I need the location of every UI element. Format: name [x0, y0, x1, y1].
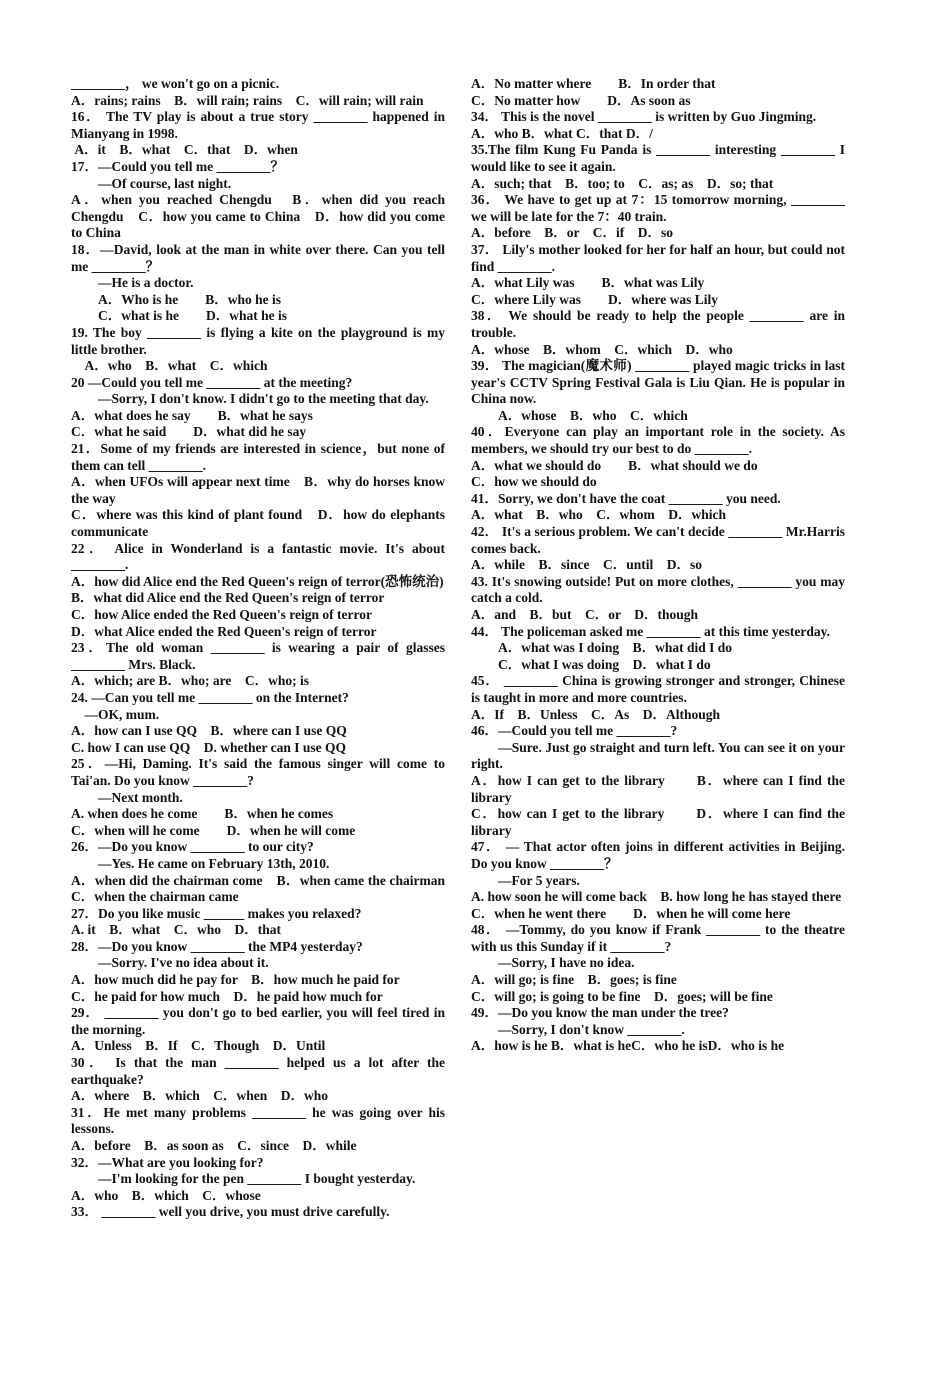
- question-line: 31．He met many problems ________ he was going over his lessons.: [71, 1104, 449, 1137]
- question-line: 26．—Do you know ________ to our city?: [71, 839, 314, 855]
- question-line: C．how we should do: [471, 474, 597, 490]
- question-line: —Sorry, I don't know. I didn't go to the meeting that day.: [71, 391, 429, 407]
- question-line: A．will go; is fine B．goes; is fine: [471, 972, 677, 988]
- question-line: —OK, mum.: [71, 706, 160, 722]
- question-line: 47． — That actor often joins in different activities in Beijing. Do you know ________？: [471, 839, 849, 871]
- question-line: C．what I was doing D．what I do: [471, 656, 711, 672]
- question-line: A．when you reached Chengdu B．when did you reach Chengdu C．how you came to China D．how did you come to China: [71, 192, 449, 241]
- question-line: A．it B．what C．that D．when: [71, 142, 298, 158]
- question-line: 41．Sorry, we don't have the coat ________ you need.: [471, 490, 781, 506]
- question-line: A．before B．or C．if D．so: [471, 225, 673, 241]
- question-line: —Sorry. I've no idea about it.: [71, 955, 269, 971]
- question-line: A．what we should do B．what should we do: [471, 457, 758, 473]
- question-line: 23．The old woman ________ is wearing a pair of glasses ________ Mrs. Black.: [71, 640, 449, 672]
- question-line: 36． We have to get up at 7：15 tomorrow morning, ________ we will be late for the 7：40 train.: [471, 192, 849, 224]
- question-line: A．rains; rains B．will rain; rains C．will rain; will rain: [71, 92, 424, 108]
- question-line: D．what Alice ended the Red Queen's reign of terror: [71, 623, 377, 639]
- question-line: 49．—Do you know the man under the tree?: [471, 1005, 729, 1021]
- question-line: A. when does he come B．when he comes: [71, 806, 334, 822]
- question-line: A．before B．as soon as C．since D．while: [71, 1138, 357, 1153]
- question-line: A．whose B．who C．which: [471, 407, 688, 423]
- question-line: A．Unless B．If C．Though D．Until: [71, 1038, 326, 1054]
- question-line: A．how can I use QQ B．where can I use QQ: [71, 723, 347, 739]
- question-line: C．how can I get to the library D．where I can find the library: [471, 806, 849, 838]
- question-line: 35.The film Kung Fu Panda is ________ interesting ________ I would like to see it again.: [471, 142, 849, 174]
- question-line: 37． Lily's mother looked for her for half an hour, but could not find ________.: [471, 241, 849, 274]
- question-line: 40．Everyone can play an important role in the society. As members, we should try our best to do ________.: [471, 424, 849, 457]
- question-line: A．where B．which C．when D．who: [71, 1088, 329, 1104]
- question-line: 44． The policeman asked me ________ at this time yesterday.: [471, 623, 830, 639]
- question-line: A．while B．since C．until D．so: [471, 557, 703, 573]
- question-line: 21．Some of my friends are interested in science，but none of them can tell ________.: [71, 441, 449, 473]
- question-line: A．who B．what C．that D．/: [471, 125, 653, 141]
- question-line: A. how soon he will come back B. how long he has stayed there: [471, 889, 842, 905]
- question-line: 48． —Tommy, do you know if Frank ________ to the theatre with us this Sunday if it ________?: [471, 922, 849, 954]
- question-line: 32．—What are you looking for?: [71, 1154, 264, 1170]
- question-line: —For 5 years.: [471, 872, 580, 888]
- question-line: 28．—Do you know ________ the MP4 yesterday?: [71, 938, 363, 954]
- question-line: C．what he said D．what did he say: [71, 424, 307, 440]
- question-line: A．Who is he B．who he is: [71, 291, 282, 307]
- right-column: [471, 76, 849, 1055]
- question-line: 33． ________ well you drive, you must drive carefully.: [71, 1204, 390, 1220]
- question-line: A．what was I doing B．what did I do: [471, 640, 733, 656]
- question-line: 18．—David, look at the man in white over there. Can you tell me ________？: [71, 241, 449, 274]
- question-line: 39． The magician(魔术师) ________ played magic tricks in last year's CCTV Spring Festival Gala is Liu Qian. He is popular in China now.: [471, 358, 849, 407]
- question-line: 29． ________ you don't go to bed earlier, you will feel tired in the morning.: [71, 1005, 449, 1037]
- question-line: A．what does he say B．what he says: [71, 407, 313, 423]
- question-line: C．No matter how D．As soon as: [471, 92, 691, 108]
- left-column: [71, 76, 459, 1221]
- question-line: 46．—Could you tell me ________?: [471, 723, 678, 739]
- question-line: 43. It's snowing outside! Put on more clothes, ________ you may catch a cold.: [471, 573, 849, 606]
- question-line: C．where was this kind of plant found D．how do elephants communicate: [71, 507, 449, 540]
- question-line: 27．Do you like music ______ makes you relaxed?: [71, 905, 362, 921]
- question-line: —Sure. Just go straight and turn left. You can see it on your right.: [471, 739, 849, 772]
- question-line: C．where Lily was D．where was Lily: [471, 291, 718, 307]
- question-line: C．when he went there D．when he will come here: [471, 905, 791, 921]
- question-line: 34． This is the novel ________ is written by Guo Jingming.: [471, 109, 817, 125]
- question-line: —Sorry, I have no idea.: [471, 955, 635, 971]
- question-line: 24. —Can you tell me ________ on the Internet?: [71, 689, 349, 705]
- question-line: C．when will he come D．when he will come: [71, 822, 356, 838]
- question-line: C. how I can use QQ D. whether can I use QQ: [71, 739, 347, 755]
- question-line: A．If B．Unless C．As D．Although: [471, 706, 721, 722]
- question-line: A．how I can get to the library B．where can I find the library: [471, 772, 849, 805]
- question-line: A．which; are B．who; are C．who; is: [71, 673, 309, 689]
- question-line: —Sorry, I don't know ________.: [471, 1021, 685, 1037]
- question-line: C．he paid for how much D．he paid how much for: [71, 988, 383, 1004]
- question-line: 19. The boy ________ is flying a kite on the playground is my little brother.: [71, 324, 449, 357]
- question-line: 30． Is that the man ________ helped us a lot after the earthquake?: [71, 1055, 449, 1087]
- question-line: ________， we won't go on a picnic.: [71, 76, 280, 91]
- question-line: A．when UFOs will appear next time B．why do horses know the way: [71, 474, 449, 506]
- question-line: B．what did Alice end the Red Queen's reign of terror: [71, 590, 385, 606]
- question-line: A．when did the chairman come B．when came the chairman C．when the chairman came: [71, 872, 459, 905]
- question-line: A．who B．what C．which: [71, 358, 268, 374]
- question-line: 17．—Could you tell me ________？: [71, 158, 285, 174]
- question-line: —Yes. He came on February 13th, 2010.: [71, 855, 330, 871]
- question-line: 42． It's a serious problem. We can't decide ________ Mr.Harris comes back.: [471, 524, 849, 556]
- question-line: —I'm looking for the pen ________ I bought yesterday.: [71, 1171, 416, 1187]
- question-line: —Next month.: [71, 789, 183, 805]
- question-line: A. it B．what C．who D．that: [71, 922, 282, 938]
- question-line: —Of course, last night.: [71, 175, 232, 191]
- question-line: A．what B．who C．whom D．which: [471, 507, 727, 523]
- question-line: 16． The TV play is about a true story ________ happened in Mianyang in 1998.: [71, 109, 449, 141]
- question-line: A．how much did he pay for B．how much he paid for: [71, 972, 400, 988]
- question-line: C．will go; is going to be fine D．goes; will be fine: [471, 988, 773, 1004]
- question-line: 38． We should be ready to help the people ________ are in trouble.: [471, 308, 849, 340]
- question-line: A．such; that B．too; to C．as; as D．so; that: [471, 175, 774, 191]
- question-line: A．whose B．whom C．which D．who: [471, 341, 733, 357]
- question-line: A．how did Alice end the Red Queen's reign of terror(恐怖统治): [71, 573, 444, 589]
- question-line: A．how is he B．what is heC．who he isD．who is he: [471, 1038, 785, 1054]
- question-line: 25．—Hi, Daming. It's said the famous singer will come to Tai'an. Do you know ________?: [71, 756, 449, 788]
- question-line: C．how Alice ended the Red Queen's reign of terror: [71, 607, 372, 622]
- question-line: 22． Alice in Wonderland is a fantastic movie. It's about ________.: [71, 540, 449, 573]
- question-line: —He is a doctor.: [71, 275, 194, 291]
- question-line: A．and B．but C．or D．though: [471, 607, 699, 622]
- question-line: 45． ________ China is growing stronger and stronger, Chinese is taught in more and more countries.: [471, 673, 849, 705]
- question-line: C．what is he D．what he is: [71, 308, 288, 324]
- question-line: A．who B．which C．whose: [71, 1187, 261, 1203]
- question-line: 20 —Could you tell me ________ at the meeting?: [71, 374, 353, 390]
- question-line: A．No matter where B．In order that: [471, 76, 716, 91]
- question-line: A．what Lily was B．what was Lily: [471, 275, 705, 291]
